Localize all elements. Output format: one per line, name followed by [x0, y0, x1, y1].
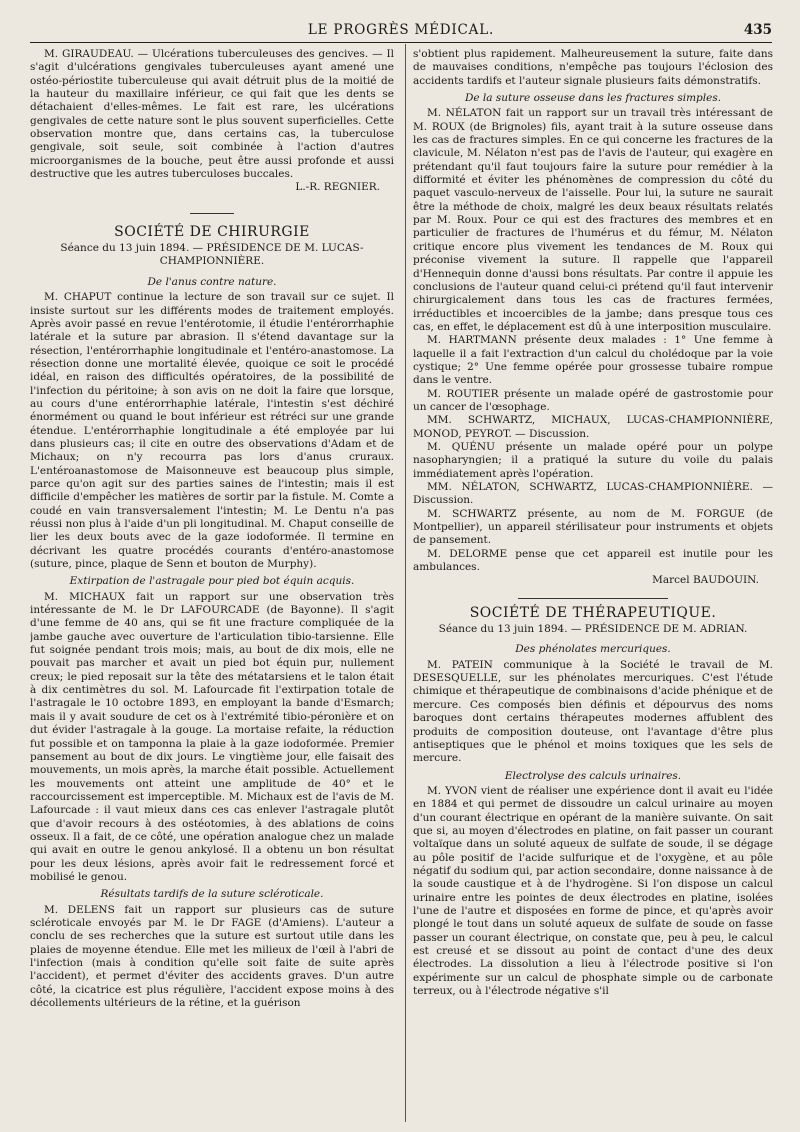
- subheading: De la suture osseuse dans les fractures simples.: [464, 92, 722, 105]
- paragraph: M. SCHWARTZ présente, au nom de M. FORGUE (de Montpellier), un appareil stérilisateur pour instruments et objets de pansement.: [413, 507, 773, 547]
- journal-title: LE PROGRÈS MÉDICAL.: [307, 22, 495, 38]
- subheading: De l'anus contre nature.: [147, 275, 277, 288]
- paragraph: M. DELORME pense que cet appareil est inutile pour les ambulances.: [413, 547, 773, 574]
- paragraph: MM. NÉLATON, SCHWARTZ, LUCAS-CHAMPIONNIÈRE. — Discussion.: [413, 481, 773, 507]
- session-line: Séance du 13 juin 1894. — PRÉSIDENCE DE M. LUCAS-CHAMPIONNIÈRE.: [60, 242, 364, 268]
- subheading: Extirpation de l'astragale pour pied bot équin acquis.: [69, 575, 355, 588]
- article-gingival-ulcerations: M. GIRAUDEAU. — Ulcérations tuberculeuses des gencives. — Il s'agit d'ulcérations gengivales tuberculeuses ayant amené une ostéo-périostite tuberculeuse qui avait détruit plus de la moitié de la hauteur du maxillaire inférieur, ce qui fait que les dents se détachaient d'elles-mêmes. Le fait est rare, les ulcérations gengivales de cette nature sont le plus souvent superficielles. Cette observation montre que, dans certains cas, la tuberculose gengivale, soit seule, soit combinée à l'action d'autres microorganismes de la bouche, peut être aussi profonde et aussi destructive que les autres tuberculoses buccales.: [30, 48, 394, 181]
- subheading: Electrolyse des calculs urinaires.: [504, 769, 682, 782]
- paragraph: M. YVON vient de réaliser une expérience dont il avait eu l'idée en 1884 et qui permet de dissoudre un calcul urinaire au moyen d'un courant électrique en opérant de la manière suivante. On sait que si, au moyen d'électrodes en platine, on fait passer un courant voltaïque dans un soluté aqueux de sulfate de soude, il se dégage au pôle positif de l'acide sulfurique et de l'oxygène, et au pôle négatif du sodium qui, par action secondaire, donne naissance à de la soude caustique et à de l'hydrogène. Si l'on dispose un calcul urinaire entre les pointes de deux électrodes en platine, isolées l'une de l'autre et disposées en forme de pince, et qu'après avoir plongé le tout dans un soluté aqueux de sulfate de soude on fasse passer un courant électrique, on constate que, peu à peu, le calcul est creusé et se dissout au point de contact d'une des deux électrodes. La dissolution a lieu à l'électrode positive si l'on expérimente sur un calcul de phosphate simple ou de carbonate terreux, ou à l'électrode négative s'il: [413, 784, 773, 998]
- paragraph: M. HARTMANN présente deux malades : 1° Une femme à laquelle il a fait l'extraction d'un calcul du cholédoque par la voie cystique; 2° Une femme opérée pour grossesse tubaire rompue dans le ventre.: [413, 334, 773, 387]
- paragraph: M. QUÉNU présente un malade opéré pour un polype nasopharyngien; il a pratiqué la suture du voile du palais immédiatement après l'opération.: [413, 440, 773, 480]
- paragraph: M. MICHAUX fait un rapport sur une observation très intéressante de M. le Dr LAFOURCADE (de Bayonne). Il s'agit d'une femme de 40 ans, qui se fit une fracture compliquée de la jambe gauche avec ouverture de l'articulation tibio-tarsienne. Elle fut soignée pendant trois mois; mais, au bout de dix mois, elle ne pouvait pas marcher et avait un pied bot équin pur, nullement creux; le pied reposait sur la tête des métatarsiens et le talon était à dix centimètres du sol. M. Lafourcade fit l'extirpation totale de l'astragale le 10 octobre 1893, en employant la bande d'Esmarch; mais il y avait soudure de cet os à l'extrémité tibio-péronière et on dut évider l'astragale à la gouge. La mortaise refaite, la réduction fut possible et on tamponna la plaie à la gaze iodoformée. Premier pansement au bout de dix jours. Le vingtième jour, elle faisait des mouvements, un mois après, la marche était possible. Actuellement les mouvements ont atteint une amplitude de 40° et le raccourcissement est imperceptible. M. Michaux est de l'avis de M. Lafourcade : il vaut mieux dans ces cas enlever l'astragale plutôt que d'avoir recours à des ostéotomies, à des ablations de coins osseux. Il a fait, de ce côté, une opération analogue chez un malade qui avait en outre le genou ankylosé. Il a obtenu un bon résultat pour les deux lésions, après avoir fait le redressement forcé et mobilisé le genou.: [30, 590, 394, 883]
- author-signature: L.-R. REGNIER.: [295, 181, 380, 194]
- session-line: Séance du 13 juin 1894. — PRÉSIDENCE DE M. ADRIAN.: [438, 623, 748, 636]
- society-heading: SOCIÉTÉ DE CHIRURGIE: [114, 223, 310, 240]
- page-number: 435: [743, 22, 772, 38]
- subheading: Des phénolates mercuriques.: [515, 643, 671, 656]
- column-rule: [405, 44, 406, 1122]
- author-signature: Marcel BAUDOUIN.: [652, 574, 759, 587]
- paragraph: MM. SCHWARTZ, MICHAUX, LUCAS-CHAMPIONNIÈRE, MONOD, PEYROT. — Discussion.: [413, 414, 773, 440]
- paragraph: M. NÉLATON fait un rapport sur un travail très intéressant de M. ROUX (de Brignoles) fils, ayant trait à la suture osseuse dans les cas de fractures simples. En ce qui concerne les fractures de la clavicule, M. Nélaton n'est pas de l'avis de l'auteur, qui exagère en prétendant qu'il faut toujours faire la suture pour remédier à la difformité et éviter les phénomènes de compression du côté du paquet vasculo-nerveux de l'aisselle. Pour lui, la suture ne saurait être la méthode de choix, malgré les deux beaux résultats relatés par M. Roux. Pour ce qui est des fractures des membres et en particulier de fractures de l'humérus et du fémur, M. Nélaton critique encore plus vivement les tendances de M. Roux qui préconise vivement la suture. Il rappelle que l'appareil d'Hennequin donne d'aussi bons résultats. Par contre il appuie les conclusions de l'auteur quand celui-ci prétend qu'il faut intervenir chirurgicalement dans tous les cas de fractures fermées, irréductibles et incoercibles de la jambe; dans presque tous ces cas, en effet, le déplacement est dû à une interposition musculaire.: [413, 107, 773, 333]
- paragraph: M. DELENS fait un rapport sur plusieurs cas de suture scléroticale envoyés par M. le Dr FAGE (d'Amiens). L'auteur a conclu de ses recherches que la suture est surtout utile dans les plaies de moyenne étendue. Elle met les milieux de l'œil à l'abri de l'infection (mais à condition qu'elle soit faite de suite après l'accident), et permet d'éviter des accidents graves. D'un autre côté, la cicatrice est plus régulière, l'accident expose moins à des décollements ultérieurs de la rétine, et la guérison: [30, 903, 394, 1010]
- section-separator: [190, 213, 234, 214]
- running-head: [30, 20, 772, 43]
- paragraph: M. ROUTIER présente un malade opéré de gastrostomie pour un cancer de l'œsophage.: [413, 387, 773, 413]
- paragraph: M. PATEIN communique à la Société le travail de M. DESESQUELLE, sur les phénolates mercuriques. C'est l'étude chimique et thérapeutique de combinaisons d'acide phénique et de mercure. Ces composés bien définis et dépourvus des noms baroques dont certains thérapeutes modernes affublent des produits de composition douteuse, ont l'avantage d'être plus antiseptiques que le phénol et moins toxiques que les sels de mercure.: [413, 658, 773, 765]
- subheading: Résultats tardifs de la suture scléroticale.: [100, 888, 324, 901]
- paragraph-continuation: s'obtient plus rapidement. Malheureusement la suture, faite dans de mauvaises conditions, n'empêche pas toujours l'éclosion des accidents tardifs et l'auteur signale plusieurs faits démonstratifs.: [413, 48, 773, 87]
- left-column: [30, 48, 394, 1124]
- society-heading: SOCIÉTÉ DE THÉRAPEUTIQUE.: [469, 604, 717, 621]
- section-separator: [518, 598, 668, 599]
- right-column: [413, 48, 773, 1124]
- paragraph: M. CHAPUT continue la lecture de son travail sur ce sujet. Il insiste surtout sur les différents modes de traitement employés. Après avoir passé en revue l'entérotomie, il étudie l'entérorrhaphie latérale et la suture par abrasion. Il s'étend davantage sur la résection, l'entérorrhaphie longitudinale et l'entéro-anastomose. La résection donne une mortalité élevée, quoique ce soit le procédé idéal, en raison des difficultés opératoires, de la possibilité de l'infection du péritoine; à son avis on ne doit la faire que lorsque, au cours d'une entérorrhaphie latérale, l'intestin s'est déchiré énormément ou quand le bout inférieur est rétréci sur une grande étendue. L'entérorrhaphie longitudinale a été employée par lui dans plusieurs cas; il cite en outre des observations d'Adam et de Michaux; on n'y recourra pas lors d'anus cruraux. L'entéroanastomose de Maisonneuve est beaucoup plus simple, parce qu'on agit sur des parties saines de l'intestin; mais il est difficile d'empêcher les matières de sortir par la fistule. M. Comte a coudé en vain transversalement l'intestin; M. Le Dentu n'a pas réussi non plus à l'aide d'un pli longitudinal. M. Chaput conseille de lier les deux bouts avec de la gaze iodoformée. Il termine en décrivant les quatre procédés courants d'entéro-anastomose (suture, pince, plaque de Senn et bouton de Murphy).: [30, 291, 394, 571]
